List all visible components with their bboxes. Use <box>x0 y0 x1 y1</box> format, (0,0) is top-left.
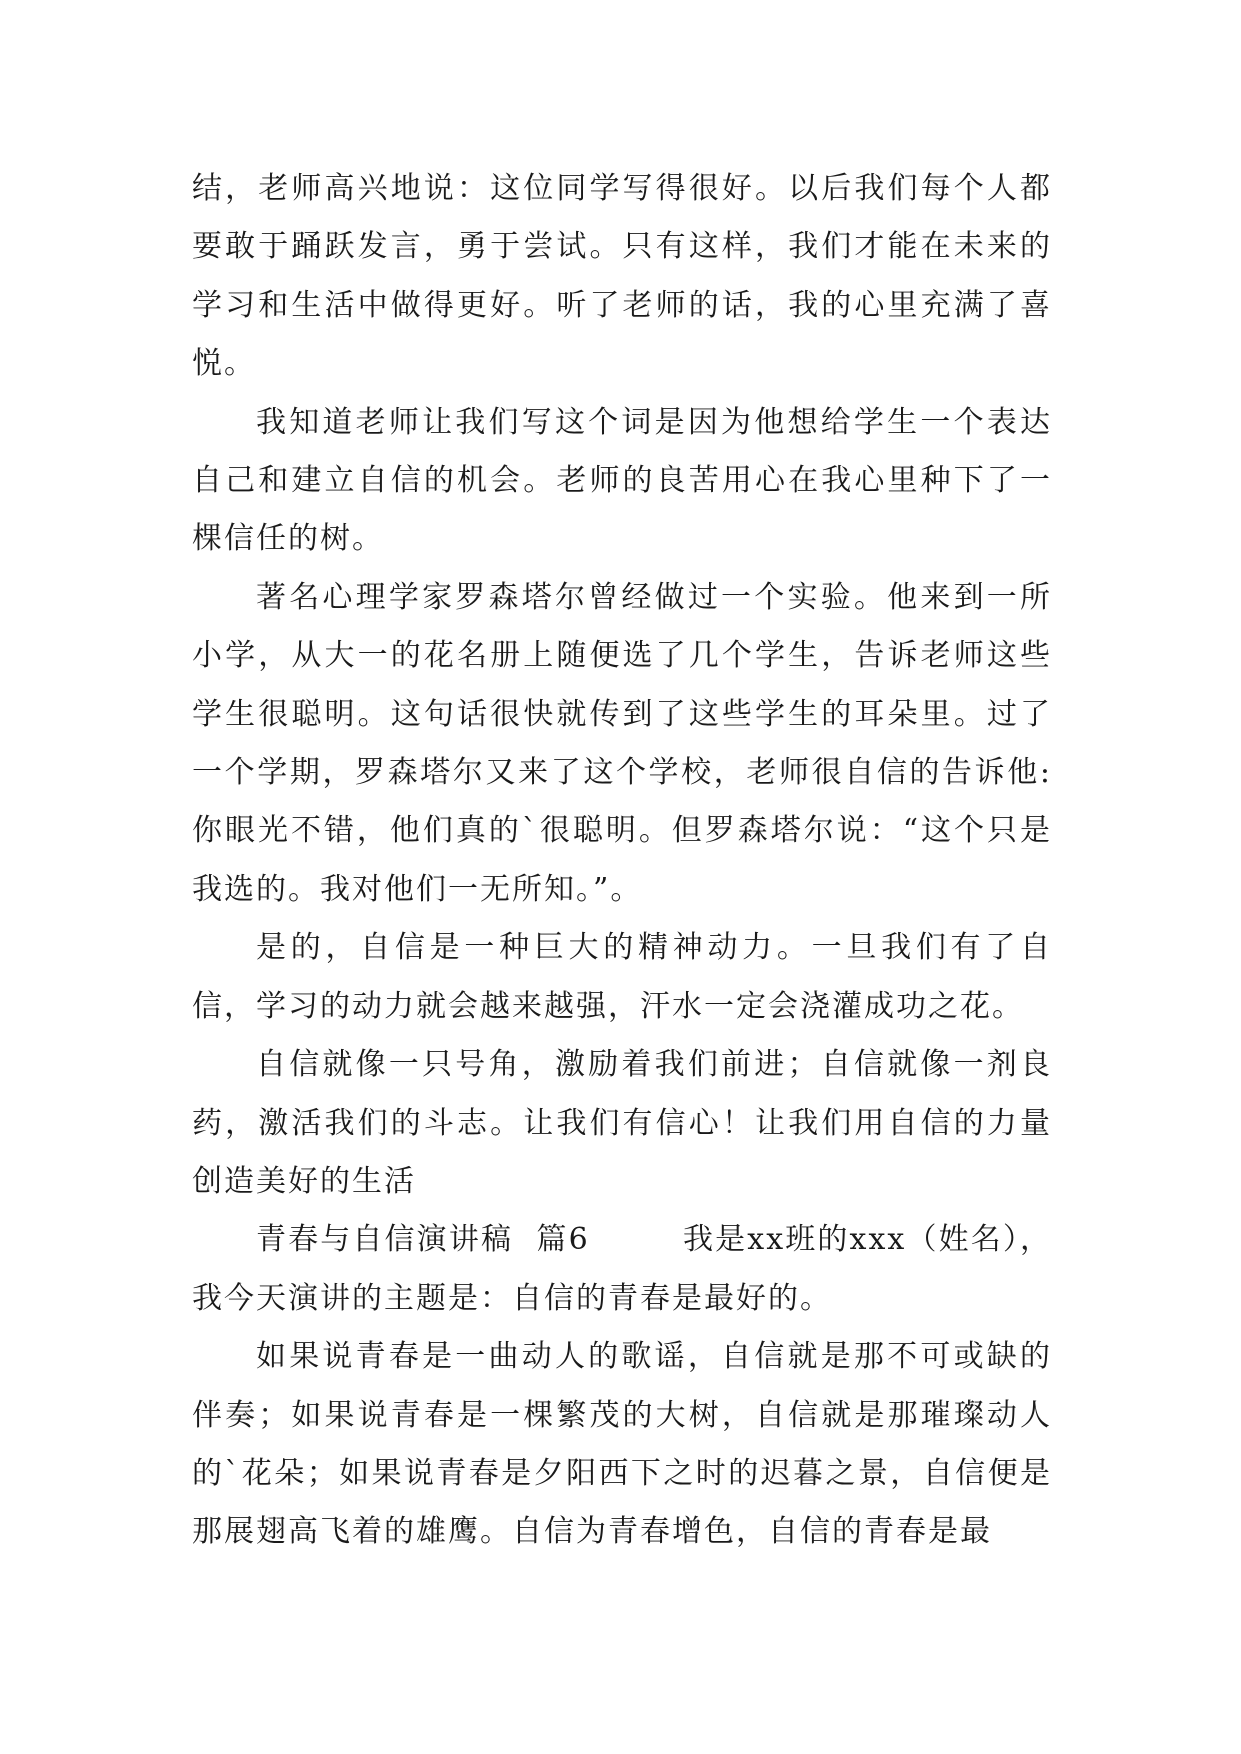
paragraph-7: 如果说青春是一曲动人的歌谣，自信就是那不可或缺的伴奏；如果说青春是一棵繁茂的大树，自信就是那璀璨动人的`花朵；如果说青春是夕阳西下之时的迟暮之景，自信便是那展翅高飞着的雄鹰。自信为青春增色，自信的青春是最 <box>192 1339 1052 1550</box>
paragraph-5: 自信就像一只号角，激励着我们前进；自信就像一剂良药，激活我们的斗志。让我们有信心！让我们用自信的力量创造美好的生活 <box>192 1047 1052 1199</box>
paragraph-3: 著名心理学家罗森塔尔曾经做过一个实验。他来到一所小学，从大一的花名册上随便选了几个学生，告诉老师这些学生很聪明。这句话很快就传到了这些学生的耳朵里。过了一个学期，罗森塔尔又来了这个学校，老师很自信的告诉他:你眼光不错，他们真的`很聪明。但罗森塔尔说：“这个只是我选的。我对他们一无所知。”。 <box>192 579 1052 907</box>
document-page <box>192 160 1052 1562</box>
paragraph-2: 我知道老师让我们写这个词是因为他想给学生一个表达自己和建立自信的机会。老师的良苦用心在我心里种下了一棵信任的树。 <box>192 404 1052 557</box>
paragraph-4: 是的，自信是一种巨大的精神动力。一旦我们有了自信，学习的动力就会越来越强，汗水一定会浇灌成功之花。 <box>192 930 1052 1024</box>
paragraph-6-heading: 青春与自信演讲稿 篇6 我是xx班的xxx（姓名），我今天演讲的主题是：自信的青春是最好的。 <box>192 1222 1052 1316</box>
paragraph-1: 结，老师高兴地说：这位同学写得很好。以后我们每个人都要敢于踊跃发言，勇于尝试。只有这样，我们才能在未来的学习和生活中做得更好。听了老师的话，我的心里充满了喜悦。 <box>192 171 1052 382</box>
